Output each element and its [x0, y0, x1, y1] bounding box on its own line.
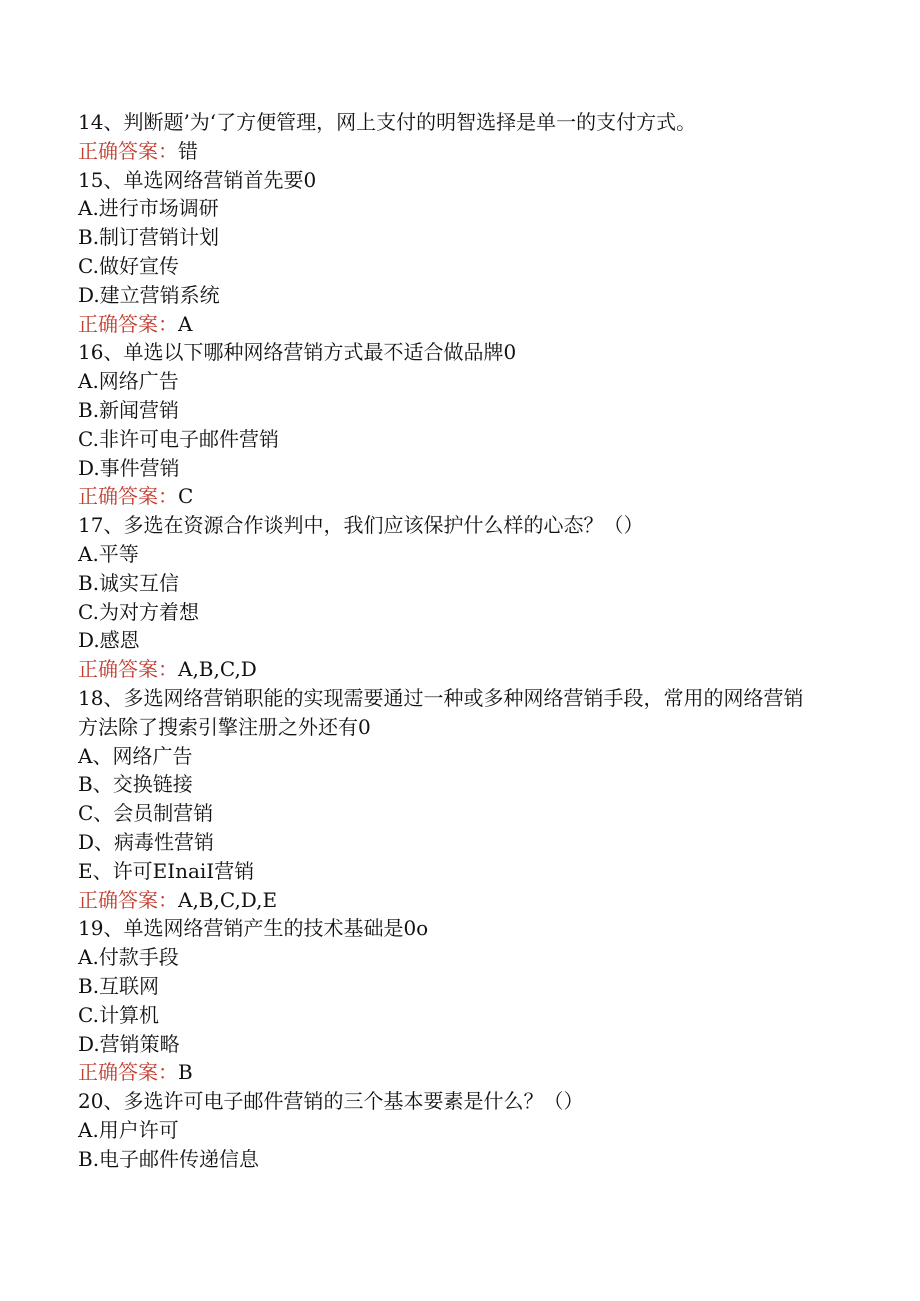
- question-stem: 17、多选在资源合作谈判中，我们应该保护什么样的心态？（）: [78, 513, 644, 538]
- option-d: D.营销策略: [78, 1031, 180, 1056]
- question-18: [78, 684, 838, 914]
- answer-label: 正确答案：: [78, 484, 178, 509]
- option-e: E、许可EInaiI营销: [78, 858, 255, 883]
- question-16: [78, 338, 838, 511]
- option-b: B.电子邮件传递信息: [78, 1146, 260, 1171]
- question-stem: 14、判断题’为‘了方便管理，网上支付的明智选择是单一的支付方式。: [78, 110, 697, 134]
- answer-value: A,B,C,D: [178, 657, 257, 682]
- option-a: A.付款手段: [78, 945, 179, 970]
- option-c: C.为对方着想: [78, 599, 199, 624]
- question-stem: 16、单选以下哪种网络营销方式最不适合做品牌0: [78, 340, 517, 365]
- option-b: B.互联网: [78, 973, 160, 998]
- option-d: D.建立营销系统: [78, 282, 220, 307]
- question-15: [78, 166, 838, 339]
- question-14: [78, 108, 838, 166]
- document-page: [78, 108, 838, 1173]
- question-stem: 20、多选许可电子邮件营销的三个基本要素是什么？（）: [78, 1089, 584, 1114]
- option-b: B.制订营销计划: [78, 225, 220, 250]
- question-17: [78, 511, 838, 684]
- answer-value: 错: [178, 138, 198, 163]
- option-a: A.用户许可: [78, 1117, 179, 1142]
- answer-line: [78, 310, 838, 339]
- option-d: D.事件营销: [78, 455, 180, 480]
- option-a: A.网络广告: [78, 369, 179, 394]
- answer-label: 正确答案：: [78, 1060, 178, 1085]
- question-stem: 18、多选网络营销职能的实现需要通过一种或多种网络营销手段，常用的网络营销方法除了搜索引擎注册之外还有0: [78, 685, 804, 739]
- option-d: D.感恩: [78, 628, 140, 653]
- option-c: C.做好宣传: [78, 253, 179, 278]
- answer-value: A: [178, 311, 193, 336]
- option-c: C.非许可电子邮件营销: [78, 426, 279, 451]
- question-stem: 19、单选网络营销产生的技术基础是0o: [78, 916, 429, 941]
- answer-value: B: [178, 1060, 193, 1085]
- answer-line: [78, 137, 838, 166]
- answer-value: C: [178, 484, 194, 509]
- answer-line: [78, 886, 838, 915]
- question-stem: 15、单选网络营销首先要0: [78, 167, 317, 192]
- answer-line: [78, 655, 838, 684]
- option-a: A.平等: [78, 541, 139, 566]
- option-a: A.进行市场调研: [78, 196, 219, 221]
- option-b: B.新闻营销: [78, 397, 180, 422]
- option-c: C.计算机: [78, 1002, 159, 1027]
- answer-value: A,B,C,D,E: [178, 887, 278, 912]
- answer-label: 正确答案：: [78, 138, 178, 163]
- question-19: [78, 914, 838, 1087]
- option-b: B.诚实互信: [78, 570, 180, 595]
- question-20: [78, 1087, 838, 1173]
- option-c: C、会员制营销: [78, 801, 214, 826]
- option-d: D、病毒性营销: [78, 829, 215, 854]
- answer-label: 正确答案：: [78, 657, 178, 682]
- answer-line: [78, 1058, 838, 1087]
- answer-line: [78, 482, 838, 511]
- option-b: B、交换链接: [78, 772, 193, 797]
- answer-label: 正确答案：: [78, 887, 178, 912]
- option-a: A、网络广告: [78, 743, 193, 768]
- answer-label: 正确答案：: [78, 311, 178, 336]
